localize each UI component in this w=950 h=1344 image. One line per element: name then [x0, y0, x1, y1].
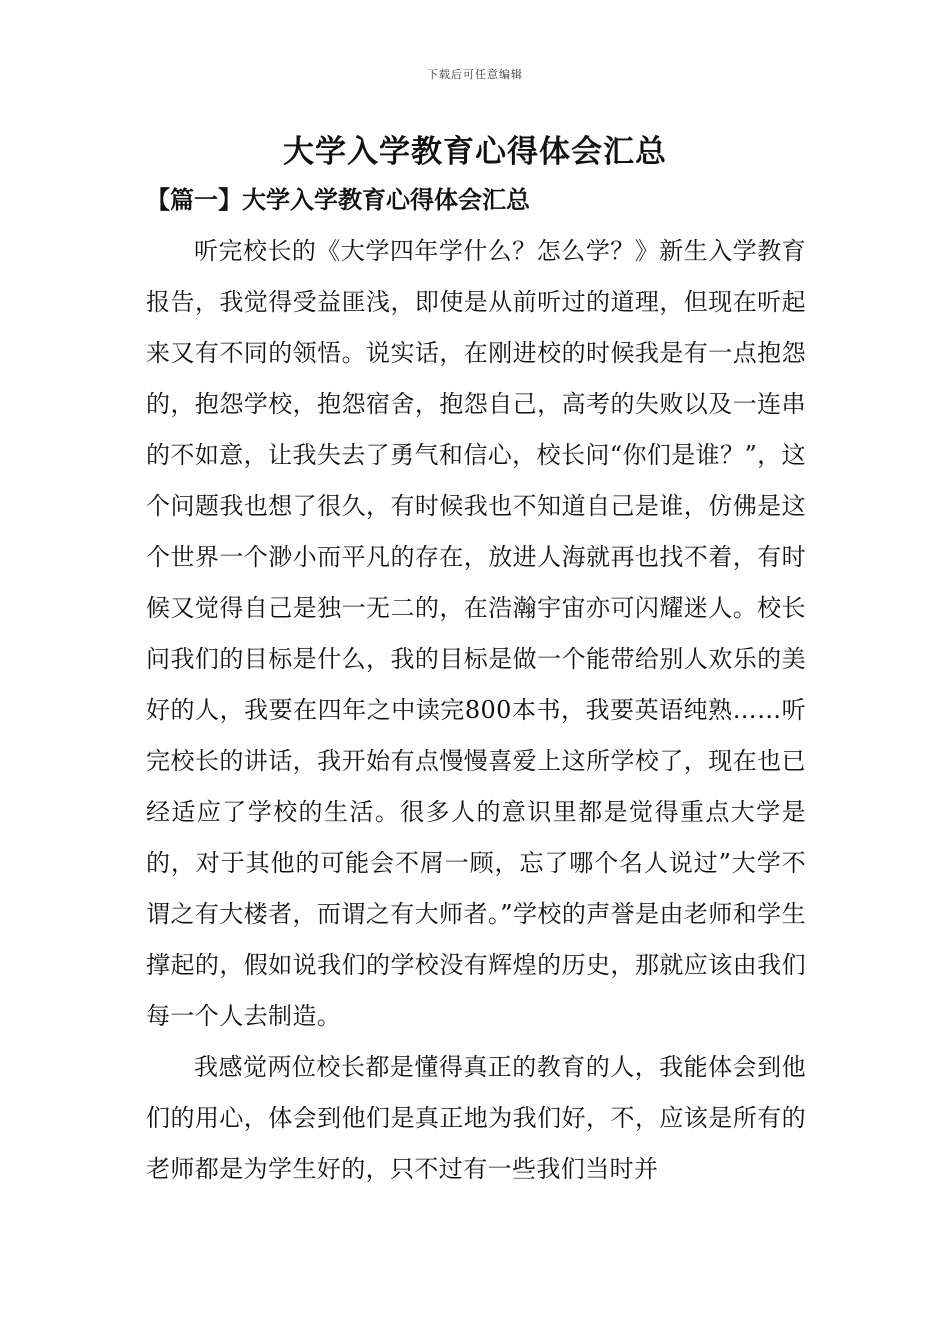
document-body: [146, 226, 806, 1195]
paragraph-2: 我感觉两位校长都是懂得真正的教育的人，我能体会到他们的用心，体会到他们是真正地为我们好，不，应该是所有的老师都是为学生好的，只不过有一些我们当时并: [146, 1053, 806, 1183]
paragraph-1: 听完校长的《大学四年学什么？怎么学？》新生入学教育报告，我觉得受益匪浅，即使是从前听过的道理，但现在听起来又有不同的领悟。说实话，在刚进校的时候我是有一点抱怨的，抱怨学校，抱怨宿舍，抱怨自己，高考的失败以及一连串的不如意，让我失去了勇气和信心，校长问“你们是谁？”，这个问题我也想了很久，有时候我也不知道自己是谁，仿佛是这个世界一个渺小而平凡的存在，放进人海就再也找不着，有时候又觉得自己是独一无二的，在浩瀚宇宙亦可闪耀迷人。校长问我们的目标是什么，我的目标是做一个能带给别人欢乐的美好的人，我要在四年之中读完800本书，我要英语纯熟……听完校长的讲话，我开始有点慢慢喜爱上这所学校了，现在也已经适应了学校的生活。很多人的意识里都是觉得重点大学是的，对于其他的可能会不屑一顾，忘了哪个名人说过”大学不谓之有大楼者，而谓之有大师者。”学校的声誉是由老师和学生撑起的，假如说我们的学校没有辉煌的历史，那就应该由我们每一个人去制造。: [146, 237, 806, 1030]
section-heading: 【篇一】大学入学教育心得体会汇总: [146, 185, 530, 214]
header-note: 下载后可任意编辑: [427, 68, 523, 81]
document-title: 大学入学教育心得体会汇总: [283, 134, 667, 170]
